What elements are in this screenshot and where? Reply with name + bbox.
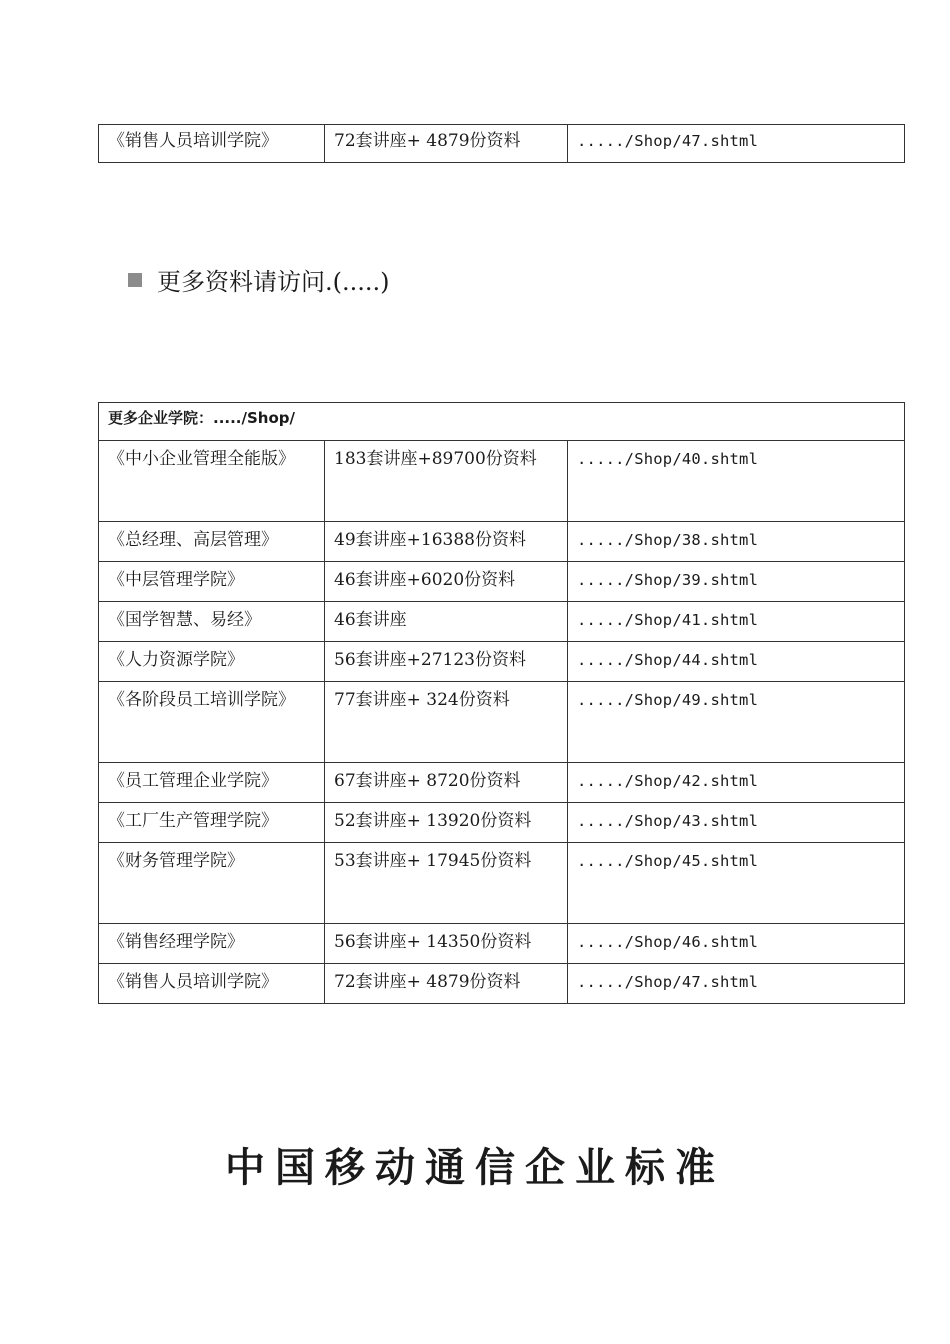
course-content: 72套讲座+ 4879份资料	[325, 125, 568, 163]
table-header: 更多企业学院：...../Shop/	[99, 403, 905, 441]
course-content: 46套讲座+6020份资料	[325, 562, 568, 602]
course-name: 《中小企业管理全能版》	[99, 441, 325, 522]
table-row	[99, 125, 905, 163]
academy-table	[98, 402, 905, 1004]
course-name: 《国学智慧、易经》	[99, 602, 325, 642]
table-row	[99, 642, 905, 682]
course-name: 《总经理、高层管理》	[99, 522, 325, 562]
more-info-text: 更多资料请访问.(.....)	[157, 268, 390, 296]
course-name: 《销售经理学院》	[99, 924, 325, 964]
table-header-row	[99, 403, 905, 441]
course-name: 《财务管理学院》	[99, 843, 325, 924]
course-url[interactable]: ...../Shop/47.shtml	[568, 964, 905, 1004]
course-name: 《员工管理企业学院》	[99, 763, 325, 803]
course-name: 《销售人员培训学院》	[99, 125, 325, 163]
course-name: 《工厂生产管理学院》	[99, 803, 325, 843]
table-row	[99, 964, 905, 1004]
table-row	[99, 682, 905, 763]
course-content: 49套讲座+16388份资料	[325, 522, 568, 562]
course-name: 《人力资源学院》	[99, 642, 325, 682]
square-bullet-icon	[128, 273, 142, 287]
course-content: 46套讲座	[325, 602, 568, 642]
course-url[interactable]: ...../Shop/40.shtml	[568, 441, 905, 522]
course-url[interactable]: ...../Shop/49.shtml	[568, 682, 905, 763]
course-content: 52套讲座+ 13920份资料	[325, 803, 568, 843]
top-table	[98, 124, 905, 163]
course-url[interactable]: ...../Shop/45.shtml	[568, 843, 905, 924]
course-content: 56套讲座+27123份资料	[325, 642, 568, 682]
course-name: 《中层管理学院》	[99, 562, 325, 602]
course-content: 77套讲座+ 324份资料	[325, 682, 568, 763]
table-row	[99, 843, 905, 924]
table-row	[99, 763, 905, 803]
course-content: 183套讲座+89700份资料	[325, 441, 568, 522]
table-row	[99, 803, 905, 843]
course-url[interactable]: ...../Shop/47.shtml	[568, 125, 905, 163]
more-info-line	[128, 262, 390, 297]
course-url[interactable]: ...../Shop/44.shtml	[568, 642, 905, 682]
course-content: 72套讲座+ 4879份资料	[325, 964, 568, 1004]
course-url[interactable]: ...../Shop/41.shtml	[568, 602, 905, 642]
course-url[interactable]: ...../Shop/39.shtml	[568, 562, 905, 602]
table-row	[99, 522, 905, 562]
course-name: 《各阶段员工培训学院》	[99, 682, 325, 763]
course-url[interactable]: ...../Shop/42.shtml	[568, 763, 905, 803]
course-url[interactable]: ...../Shop/43.shtml	[568, 803, 905, 843]
course-name: 《销售人员培训学院》	[99, 964, 325, 1004]
table-row	[99, 441, 905, 522]
course-url[interactable]: ...../Shop/38.shtml	[568, 522, 905, 562]
course-url[interactable]: ...../Shop/46.shtml	[568, 924, 905, 964]
table-row	[99, 562, 905, 602]
course-content: 67套讲座+ 8720份资料	[325, 763, 568, 803]
course-content: 53套讲座+ 17945份资料	[325, 843, 568, 924]
table-row	[99, 924, 905, 964]
document-title: 中国移动通信企业标准	[225, 1145, 725, 1191]
table-row	[99, 602, 905, 642]
course-content: 56套讲座+ 14350份资料	[325, 924, 568, 964]
